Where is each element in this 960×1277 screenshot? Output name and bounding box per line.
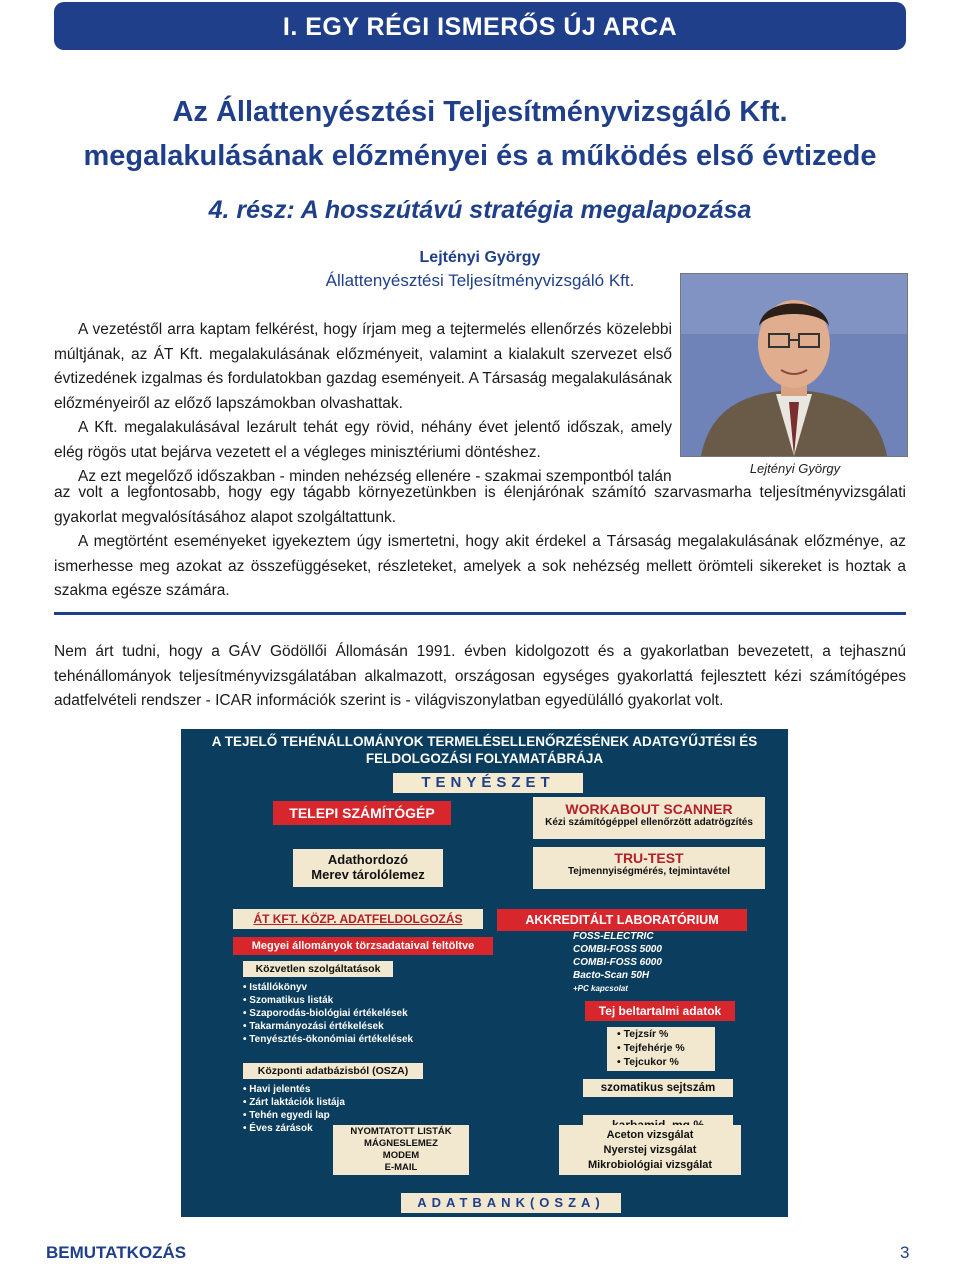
- lab-item: Bacto-Scan 50H: [573, 970, 650, 981]
- paragraph: az volt a legfontosabb, hogy egy tágabb környezetünkben is élenjárónak számító szarvasmarha teljesítményvizsgálati gyakorlat megvalósításához alapot szolgáltattunk.: [54, 484, 906, 526]
- service-item-label: Tenyésztés-ökonómiai értékelések: [249, 1034, 414, 1045]
- author-affiliation: Állattenyésztési Teljesítményvizsgáló Kft.: [325, 271, 635, 290]
- paragraph: Az ezt megelőző időszakban - minden nehézség ellenére - szakmai szempontból talán: [78, 468, 672, 485]
- article-title-line-2: megalakulásának előzményei és a működés első évtizede: [83, 140, 877, 172]
- lab-item: +PC kapcsolat: [573, 984, 628, 993]
- paragraph: A Kft. megalakulásával lezárult tehát egy rövid, néhány évet jelentő időszak, amely elég rögös utat bejárva vezetett el a végleges minisztériumi döntéshez.: [54, 419, 672, 461]
- trutest-box: [533, 847, 765, 889]
- adathordozo-box: [293, 849, 443, 887]
- service-item: • Tenyésztés-ökonómiai értékelések: [243, 1034, 414, 1045]
- vizsgalat-box: [559, 1125, 741, 1175]
- paragraph: A vezetéstől arra kaptam felkérést, hogy írjam meg a tejtermelés ellenőrzés közelebbi múltjának, az ÁT Kft. megalakulásának előzményeit, valamint a kialakult szervezet első évtizedének izgalmas és fordulatokban gazdag eseményeit. A Társaság megalakulásának előzményeiről az előző lapszámokban olvashattak.: [54, 321, 672, 412]
- article-subtitle: 4. rész: A hosszútávú stratégia megalapozása: [208, 196, 752, 224]
- service-item-label: Szaporodás-biológiai értékelések: [249, 1008, 408, 1019]
- trutest-title: TRU-TEST: [614, 850, 684, 866]
- lab-test-item: Nyerstej vizsgálat: [603, 1144, 697, 1156]
- central-item-label: Éves zárások: [249, 1123, 313, 1134]
- tej-item: • Tejzsír %: [617, 1028, 669, 1040]
- output-item: MODEM: [382, 1150, 420, 1161]
- service-item: • Istállókönyv: [243, 982, 308, 993]
- tej-item: • Tejfehérje %: [617, 1042, 685, 1054]
- section-divider: [54, 612, 906, 615]
- figure-title-line-2: FELDOLGOZÁSI FOLYAMATÁBRÁJA: [365, 751, 604, 766]
- kozponti-list: [243, 1083, 345, 1135]
- kozponti-box: Központi adatbázisból (OSZA): [243, 1063, 423, 1079]
- output-item: NYOMTATOTT LISTÁK: [350, 1126, 452, 1137]
- tej-item: • Tejcukor %: [617, 1056, 679, 1068]
- adatbank-box: ADATBANK(OSZA): [401, 1193, 621, 1213]
- author-name: Lejtényi György: [419, 249, 541, 266]
- trutest-subtitle: Tejmennyiségmérés, tejmintavétel: [567, 866, 731, 877]
- central-item-label: Havi jelentés: [249, 1084, 311, 1095]
- footer-section: BEMUTATKOZÁS: [46, 1243, 187, 1262]
- service-item: • Szomatikus listák: [243, 995, 334, 1006]
- figure-title: [181, 733, 788, 767]
- central-item-label: Zárt laktációk listája: [249, 1097, 345, 1108]
- szomatikus-box: szomatikus sejtszám: [583, 1079, 733, 1097]
- article-text-full: [54, 481, 906, 604]
- service-item: • Takarmányozási értékelések: [243, 1021, 384, 1032]
- service-item-label: Istállókönyv: [249, 982, 308, 993]
- tej-items-box: [607, 1027, 715, 1071]
- central-item: • Zárt laktációk listája: [243, 1097, 345, 1108]
- service-item-label: Takarmányozási értékelések: [249, 1021, 384, 1032]
- kozvetlen-box: Közvetlen szolgáltatások: [243, 961, 393, 977]
- central-item: • Tehén egyedi lap: [243, 1110, 330, 1121]
- lab-test-item: Aceton vizsgálat: [606, 1129, 694, 1141]
- output-item: E-MAIL: [384, 1162, 418, 1173]
- tej-bertartalmi-box: Tej beltartalmi adatok: [585, 1001, 735, 1021]
- flowchart-figure: [181, 729, 788, 1217]
- lab-equipment-list: [573, 930, 662, 995]
- telepi-box: TELEPI SZÁMÍTÓGÉP: [273, 801, 451, 825]
- author-photo: [680, 273, 908, 457]
- page-number: 3: [900, 1243, 910, 1262]
- tej-item-label: Tejcukor %: [623, 1056, 679, 1068]
- central-item-label: Tehén egyedi lap: [249, 1110, 330, 1121]
- article-title-line-1: Az Állattenyésztési Teljesítményvizsgáló Kft.: [172, 96, 788, 128]
- intro-paragraph: Nem árt tudni, hogy a GÁV Gödöllői Állomásán 1991. évben kidolgozott és a gyakorlatban bevezetett, a tejhasznú tehénállományok teljesítményvizsgálatában alkalmazott, országosan egységes gyakorlattá fejlesztett kézi számítógépes adatfelvételi rendszer - ICAR információk szerint is - világviszonylatban egyedülálló gyakorlat volt.: [54, 643, 906, 709]
- article-text-left: [54, 318, 672, 490]
- kozvetlen-list: [243, 981, 413, 1046]
- nyomtatott-box: [333, 1125, 469, 1175]
- service-item-label: Szomatikus listák: [249, 995, 334, 1006]
- workabout-box: [533, 797, 765, 839]
- adathordozo-line-1: Adathordozó: [327, 852, 409, 867]
- section-banner: [54, 2, 906, 50]
- akkreditalt-box: AKKREDITÁLT LABORATÓRIUM: [497, 909, 747, 931]
- paragraph: A megtörtént eseményeket igyekeztem úgy ismertetni, hogy akit érdekel a Társaság megalakulásának előzménye, az ismerhesse meg azokat az összefüggéseket, részleteket, amelyek a sok nehézség mellett örömteli sikereket is hoztak a szakma egésze számára.: [54, 533, 906, 599]
- at-kft-box: ÁT KFT. KÖZP. ADATFELDOLGOZÁS: [233, 909, 483, 929]
- lab-item: FOSS-ELECTRIC: [573, 931, 654, 942]
- tenyeszet-label: TENYÉSZET: [393, 773, 583, 793]
- lab-test-item: Mikrobiológiai vizsgálat: [587, 1159, 713, 1171]
- workabout-subtitle: Kézi számítógéppel ellenőrzött adatrögzítés: [545, 817, 753, 828]
- lab-item: COMBI-FOSS 5000: [573, 944, 662, 955]
- central-item: • Havi jelentés: [243, 1084, 311, 1095]
- service-item: • Szaporodás-biológiai értékelések: [243, 1008, 408, 1019]
- tej-item-label: Tejzsír %: [623, 1028, 669, 1040]
- photo-caption: Lejtényi György: [749, 461, 841, 476]
- lab-item: COMBI-FOSS 6000: [573, 957, 662, 968]
- tej-item-label: Tejfehérje %: [623, 1042, 685, 1054]
- central-item: • Éves zárások: [243, 1123, 313, 1134]
- section-title: I. EGY RÉGI ISMERŐS ÚJ ARCA: [282, 13, 678, 41]
- workabout-title: WORKABOUT SCANNER: [565, 801, 733, 817]
- adathordozo-line-2: Merev tárolólemez: [311, 867, 425, 882]
- output-item: MÁGNESLEMEZ: [364, 1138, 438, 1149]
- figure-title-line-1: A TEJELŐ TEHÉNÁLLOMÁNYOK TERMELÉSELLENŐRZÉSÉNEK ADATGYŰJTÉSI ÉS: [211, 734, 758, 749]
- megyei-box: Megyei állományok törzsadataival feltöltve: [233, 937, 493, 955]
